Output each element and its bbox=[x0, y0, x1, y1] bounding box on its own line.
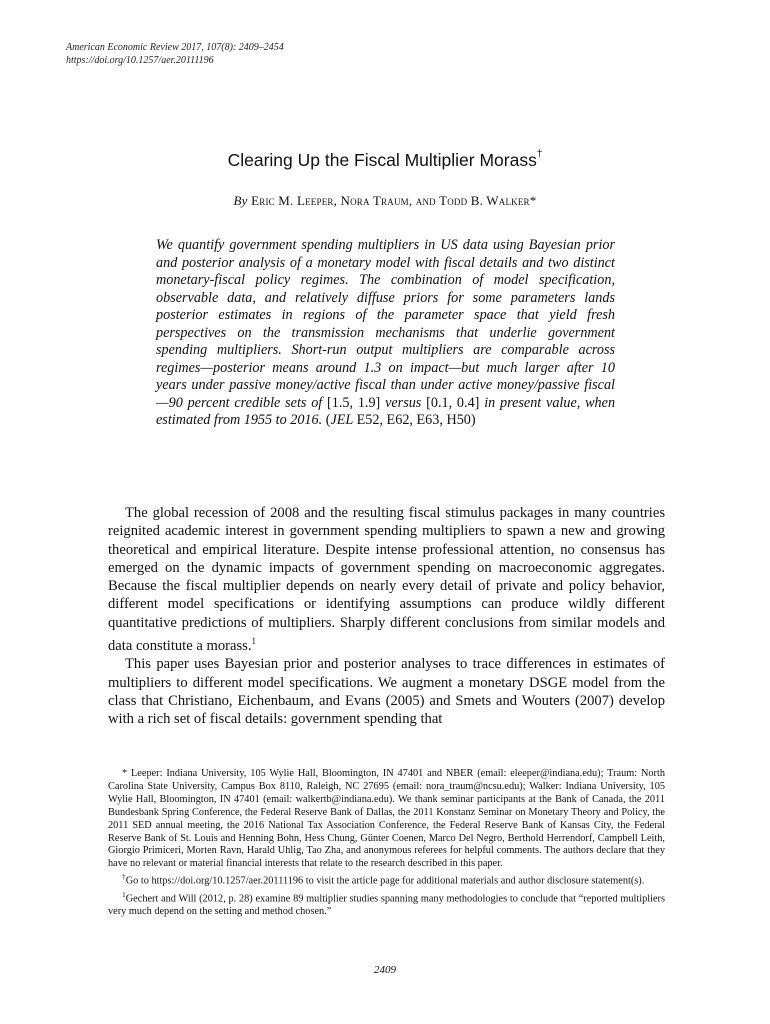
jel-codes: E52, E62, E63, H50) bbox=[356, 412, 476, 428]
abstract bbox=[156, 237, 615, 430]
abstract-text-2: in present value, when estimated from 1955 to 2016. bbox=[156, 394, 616, 428]
footnote-dagger bbox=[108, 871, 665, 888]
author-byline bbox=[0, 193, 770, 209]
footnotes bbox=[108, 768, 665, 919]
abstract-text-1: We quantify government spending multipliers in US data using Bayesian prior and posterior analysis of a monetary model with fiscal details and two distinct monetary-fiscal policy regimes. The combination of model specification, observable data, and relatively diffuse priors for some parameters lands posterior estimates in regions of the parameter space that yield fresh perspectives on the transmission mechanisms that underlie government spending multipliers. Short-run output multipliers are comparable across regimes—posterior means around 1.3 on impact—but much larger after 10 years under passive money/active fiscal than under active money/passive fiscal—90 percent credible sets of bbox=[156, 237, 615, 411]
body-paragraph-2: This paper uses Bayesian prior and posterior analyses to trace differences in estimates of multipliers to different model specifications. We augment a monetary DSGE model from the class that Christiano, Eichenbaum, and Evans (2005) and Smets and Wouters (2007) develop with a rich set of fiscal details: government spending that bbox=[108, 656, 665, 728]
page-number: 2409 bbox=[374, 964, 396, 976]
title-footnote-mark: † bbox=[536, 149, 543, 161]
footnote-1-text: Gechert and Will (2012, p. 28) examine 89 multiplier studies spanning many methodologies to conclude that “reported multipliers very much depend on the setting and method chosen.” bbox=[108, 893, 665, 917]
jel-open-paren: ( bbox=[325, 412, 331, 428]
body-paragraph-1-text: The global recession of 2008 and the resulting fiscal stimulus packages in many countries reignited academic interest in government spending multipliers to spawn a new and growing theoretical and empirical literature. Despite intense professional attention, no consensus has emerged on the dynamic impacts of government spending on macroeconomic aggregates. Because the fiscal multiplier depends on nearly every detail of private and policy behavior, different model specifications or identifying assumptions can produce wildly different quantitative predictions of multipliers. Sharply different conclusions from similar models and data constitute a morass. bbox=[108, 505, 665, 654]
paper-title-text: Clearing Up the Fiscal Multiplier Morass bbox=[227, 150, 537, 170]
footnote-1 bbox=[108, 889, 665, 919]
journal-header bbox=[66, 41, 284, 67]
journal-citation: American Economic Review 2017, 107(8): 2409–2454 bbox=[66, 42, 284, 53]
footnote-1-mark: 1 bbox=[122, 889, 126, 899]
author-names: Eric M. Leeper, Nora Traum, and Todd B. Walker* bbox=[251, 193, 537, 208]
footnote-star: * Leeper: Indiana University, 105 Wylie Hall, Bloomington, IN 47401 and NBER (email: eleeper@indiana.edu); Traum: North Carolina State University, Campus Box 8110, Raleigh, NC 27695 (email: nora_traum@ncsu.edu); Walker: Indiana University, 105 Wylie Hall, Bloomington, IN 47401 (email: walkertb@indiana.edu). We thank seminar participants at the Bank of Canada, the 2011 Bundesbank Spring Conference, the Federal Reserve Bank of Dallas, the 2011 Konstanz Seminar on Monetary Theory and Policy, the 2011 SED annual meeting, the 2016 National Tax Association Conference, the Federal Reserve Bank of Kansas City, the Federal Reserve Bank of St. Louis and Henning Bohn, Hess Chung, Günter Coenen, Marco Del Negro, Berthold Herrendorf, Campbell Leith, Giorgio Primiceri, Morten Ravn, Harald Uhlig, Tao Zha, and anonymous referees for helpful comments. The authors declare that they have no relevant or material financial interests that relate to the research described in this paper. bbox=[108, 768, 665, 870]
journal-doi: https://doi.org/10.1257/aer.20111196 bbox=[66, 55, 214, 66]
footnote-ref-1: 1 bbox=[251, 636, 256, 647]
footnote-dagger-mark: † bbox=[122, 872, 126, 882]
abstract-versus: versus bbox=[385, 394, 422, 411]
footnote-dagger-text: Go to https://doi.org/10.1257/aer.20111196 to visit the article page for additional materials and author disclosure statement(s). bbox=[125, 875, 645, 887]
paper-title bbox=[0, 150, 770, 171]
abstract-credible-set-1: [1.5, 1.9] bbox=[327, 394, 381, 411]
jel-label: JEL bbox=[330, 412, 354, 428]
body-text bbox=[108, 504, 665, 728]
abstract-credible-set-2: [0.1, 0.4] bbox=[426, 394, 480, 411]
body-paragraph-1 bbox=[108, 504, 665, 655]
byline-by: By bbox=[233, 193, 248, 208]
